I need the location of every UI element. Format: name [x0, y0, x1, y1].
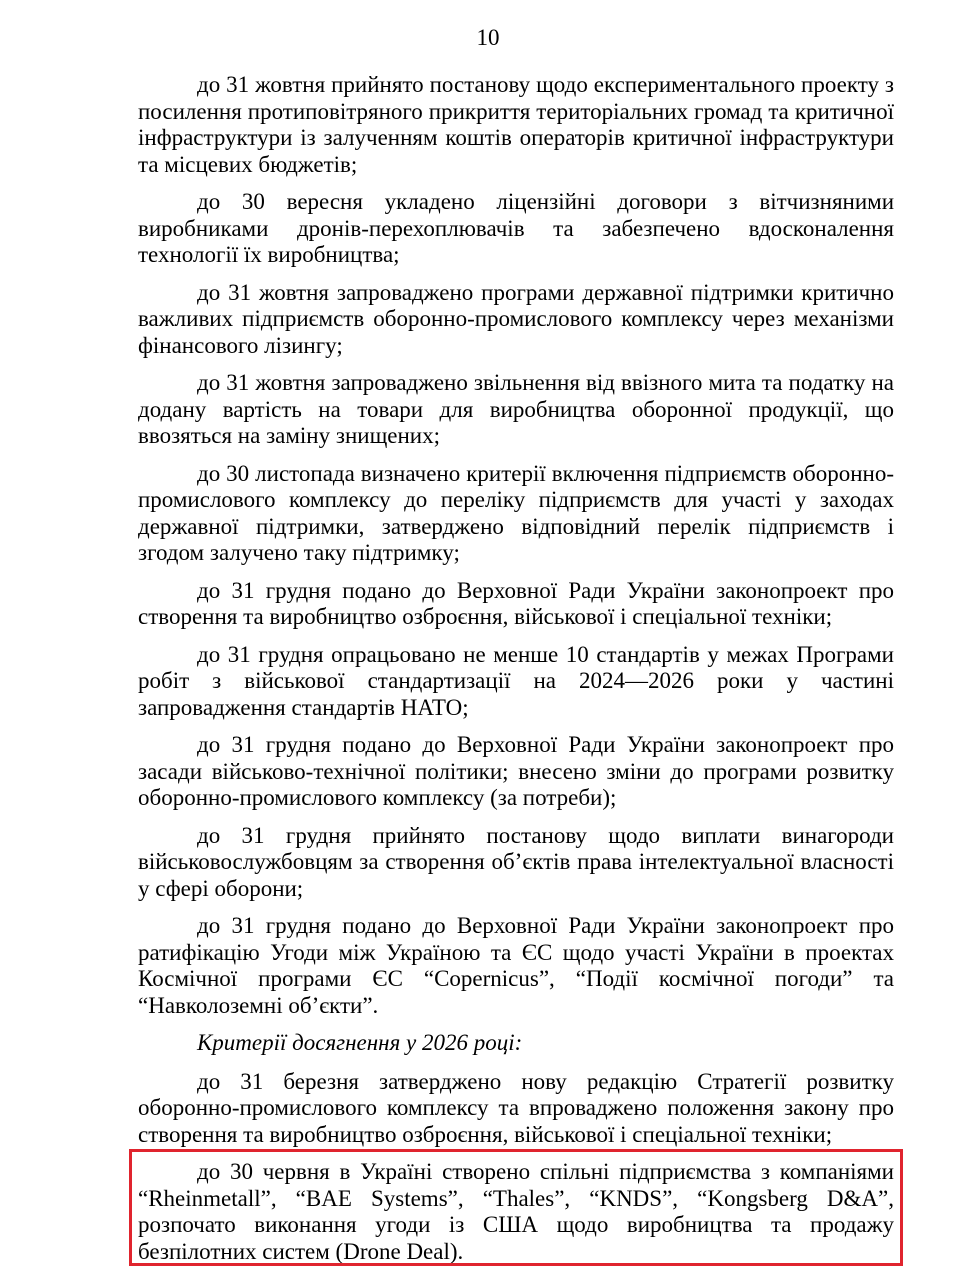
paragraph-financial-leasing: до 31 жовтня запроваджено програми державної підтримки критично важливих підприємств оборонно-промислового комплексу через механізми фінансового лізингу;	[138, 279, 894, 358]
highlight-box	[129, 1149, 903, 1266]
paragraph-space-program: до 31 грудня подано до Верховної Ради України законопроект про ратифікацію Угоди між Україною та ЄС щодо участі України в проектах Космічної програми ЄС “Copernicus”, “Події космічної погоди” та “Навколоземні об’єкти”.	[138, 913, 894, 1018]
paragraph-weapons-law: до 31 грудня подано до Верховної Ради України законопроект про створення та виробництво озброєння, військової і спеціальної техніки;	[138, 577, 894, 629]
paragraph-drone-licenses: до 30 вересня укладено ліцензійні договори з вітчизняними виробниками дронів-перехоплювачів та забезпечено вдосконалення технології їх виробництва;	[138, 189, 894, 267]
document-body	[138, 72, 894, 1276]
paragraph-strategy-2026: до 31 березня затверджено нову редакцію Стратегії розвитку оборонно-промислового комплексу та впроваджено положення закону про створення та виробництво озброєння, військової і спеціальної техніки;	[138, 1068, 894, 1147]
paragraph-air-defense: до 31 жовтня прийнято постанову щодо експериментального проекту з посилення протиповітряного прикриття територіальних громад та критичної інфраструктури із залученням коштів операторів критичної інфраструктури та місцевих бюджетів;	[138, 72, 894, 177]
paragraph-ip-reward: до 31 грудня прийнято постанову щодо виплати винагороди військовослужбовцям за створення об’єктів права інтелектуальної власності у сфері оборони;	[138, 822, 894, 901]
paragraph-enterprise-criteria: до 30 листопада визначено критерії включення підприємств оборонно-промислового комплексу до переліку підприємств для участі у заходах державної підтримки, затверджено відповідний перелік підприємств і згодом залучено таку підтримку;	[138, 460, 894, 565]
paragraph-nato-standards: до 31 грудня опрацьовано не менше 10 стандартів у межах Програми робіт з військової стандартизації на 2024—2026 роки у частині запровадження стандартів НАТО;	[138, 641, 894, 720]
paragraph-military-tech-policy: до 31 грудня подано до Верховної Ради України законопроект про засади військово-технічної політики; внесено зміни до програми розвитку оборонно-промислового комплексу (за потреби);	[138, 732, 894, 810]
section-heading-2026: Критерії досягнення у 2026 році:	[197, 1030, 523, 1055]
paragraph-duty-exemption: до 31 жовтня запроваджено звільнення від ввізного мита та податку на додану вартість на товари для виробництва оборонної продукції, що ввозяться на заміну знищених;	[138, 370, 894, 448]
page-number: 10	[476, 25, 500, 50]
paragraph-joint-ventures: до 30 червня в Україні створено спільні підприємства з компаніями “Rheinmetall”, “BAE Systems”, “Thales”, “KNDS”, “Kongsberg D&A”, розпочато виконання угоди із США щодо виробництва та продажу безпілотних систем (Drone Deal).	[138, 1159, 894, 1264]
